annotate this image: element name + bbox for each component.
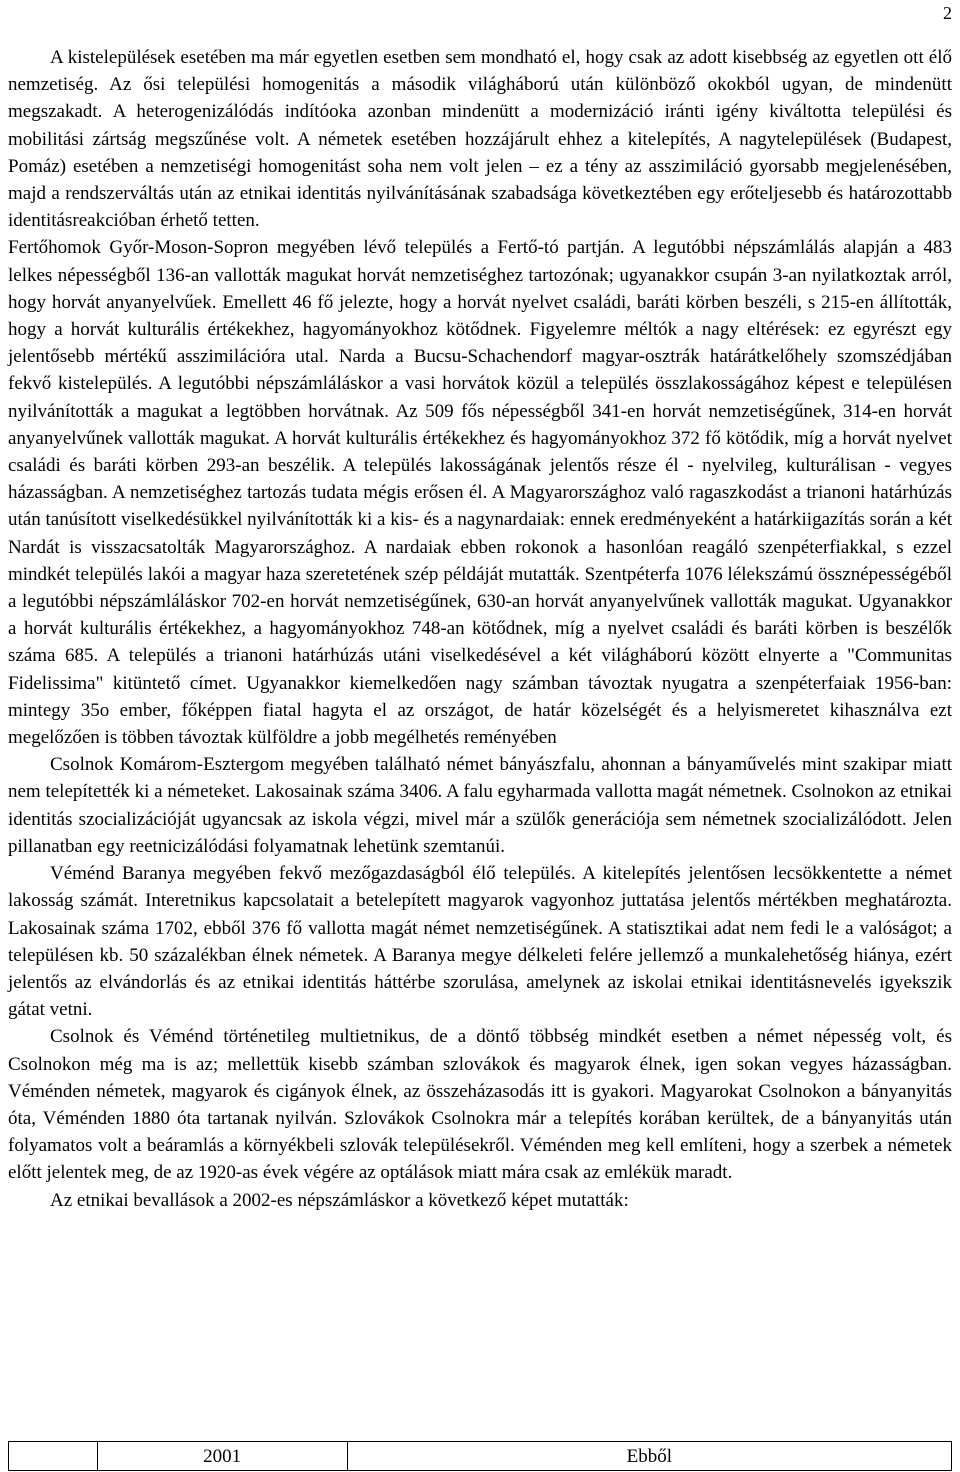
paragraph-vemend: Véménd Baranya megyében fekvő mezőgazdaságból élő település. A kitelepítés jelentősen lecsökkentette a német lakosság számát. Interetnikus kapcsolatait a betelepített magyarok vagyonhoz juttatása jelentős mértékben meghatározta. Lakosainak száma 1702, ebből 376 fő vallotta magát német nemzetiségűnek. A statisztikai adat nem fedi le a valóságot; a településen kb. 50 százalékban élnek németek. A Baranya megye délkeleti felére jellemző a munkalehetőség hiánya, ezért jelentős az elvándorlás és az etnikai identitás háttérbe szorulása, amelynek az iskolai etnikai identitásnevelés igyekszik gátat vetni. (8, 863, 952, 1021)
document-body (8, 44, 952, 1214)
census-table (8, 1441, 952, 1471)
paragraph-csolnok: Csolnok Komárom-Esztergom megyében található német bányászfalu, ahonnan a bányaművelés mint szakipar miatt nem telepítették ki a németeket. Lakosainak száma 3406. A falu egyharmada vallotta magát németnek. Csolnokon az etnikai identitás szocializációját ugyancsak az iskola végzi, mivel már a szülők generációja sem németnek szocializálódott. Jelen pillanatban egy reetnicizálódási folyamatnak lehetünk szemtanúi. (8, 754, 952, 857)
table-header-row (9, 1442, 952, 1471)
paragraph-table-intro: Az etnikai bevallások a 2002-es népszámláskor a következő képet mutatták: (50, 1189, 629, 1211)
paragraph-multiethnic: Csolnok és Véménd történetileg multietnikus, de a döntő többség mindkét esetben a német népesség volt, és Csolnokon még ma is az; mellettük kisebb számban szlovákok és magyarok élnek, igen sokan vegyes házasságban. Véménden németek, magyarok és cigányok élnek, az összeházasodás itt is gyakori. Magyarokat Csolnokon a bányanyitás óta, Véménden 1880 óta tartanak nyilván. Szlovákok Csolnokra már a telepítés korában kerültek, de a bányanyitás után folyamatos volt a beáramlás a környékbeli szlovák településekről. Véménden meg kell említeni, hogy a szerbek a németek előtt jelentek meg, de az 1920-as évek végére az optálások miatt mára csak az emlékük maradt. (8, 1026, 952, 1184)
table-header-cell: 2001 (97, 1442, 347, 1471)
paragraph-fertohomok-narda-szentpeterfa: Fertőhomok Győr-Moson-Sopron megyében lévő település a Fertő-tó partján. A legutóbbi népszámlálás alapján a 483 lelkes népességből 136-an vallották magukat horvát nemzetiséghez tartozónak; ugyanakkor csupán 3-an nyilatkoztak arról, hogy horvát anyanyelvűek. Emellett 46 fő jelezte, hogy a horvát nyelvet családi, baráti körben beszéli, s 215-en állították, hogy a horvát kulturális értékekhez, hagyományokhoz kötődnek. Figyelemre méltók a nagy eltérések: ez egyrészt egy jelentősebb mértékű asszimilációra utal. Narda a Bucsu-Schachendorf magyar-osztrák határátkelőhely szomszédjában fekvő kistelepülés. A legutóbbi népszámláláskor a vasi horvátok közül a település összlakosságához képest e településen nyilvánították a magukat a legtöbben horvátnak. Az 509 fős népességből 341-en horvát nemzetiségűnek, 314-en horvát anyanyelvűnek vallották magukat. A horvát kulturális értékekhez és hagyományokhoz 372 fő kötődik, míg a horvát nyelvet családi és baráti körben 293-an beszélik. A település lakosságának jelentős része él - nyelvileg, kulturálisan - vegyes házasságban. A nemzetiséghez tartozás tudata mégis erősen él. A Magyarországhoz való ragaszkodást a trianoni határhúzás után tanúsított viselkedésükkel nyilvánították ki a kis- és a nagynardaiak: ennek eredményeként a határkiigazítás során a két Nardát is visszacsatolták Magyarországhoz. A nardaiak ebben rokonok a hasonlóan reagáló szenpéterfiakkal, s ezzel mindkét település lakói a magyar haza szeretetének szép példáját mutatták. Szentpéterfa 1076 lélekszámú össznépességéből a legutóbbi népszámláláskor 702-en horvát nemzetiségűnek, 630-an horvát anyanyelvűnek vallották magukat. Ugyanakkor a horvát kulturális értékekhez, a hagyományokhoz 748-an kötődnek, míg a nyelvet családi és baráti körben is beszélők száma 685. A település a trianoni határhúzás utáni viselkedésével a két világháború között elnyerte a "Communitas Fidelissima" kitüntető címet. Ugyanakkor kiemelkedően nagy számban távoztak nyugatra a szenpéterfaiak 1956-ban: mintegy 35o ember, főképpen fiatal hagyta el az országot, de határ közelségét és a helyismeretet kihasználva ezt megelőzően is többen távoztak külföldre a jobb megélhetés reményében (8, 237, 952, 749)
table-header-cell (9, 1442, 98, 1471)
table-header-cell: Ebből (347, 1442, 951, 1471)
paragraph-intro: A kistelepülések esetében ma már egyetlen esetben sem mondható el, hogy csak az adott kisebbség az egyetlen ott élő nemzetiség. Az ősi települési homogenitás a második világháború után különböző okokból ugyan, de mindenütt megszakadt. A heterogenizálódás indítóoka azonban mindenütt a modernizáció iránti igény kiváltotta települési és mobilitási zártság megszűnése volt. A németek esetében hozzájárult ehhez a kitelepítés, A nagytelepülések (Budapest, Pomáz) esetében a nemzetiségi homogenitást soha nem volt jelen – ez a tény az asszimiláció gyorsabb megjelenésében, majd a rendszerváltás után az etnikai identitás nyilvánításának szabadsága következtében egy erőteljesebb és határozottabb identitásreakcióban érhető tetten. (8, 47, 952, 232)
page-number: 2 (943, 3, 952, 23)
